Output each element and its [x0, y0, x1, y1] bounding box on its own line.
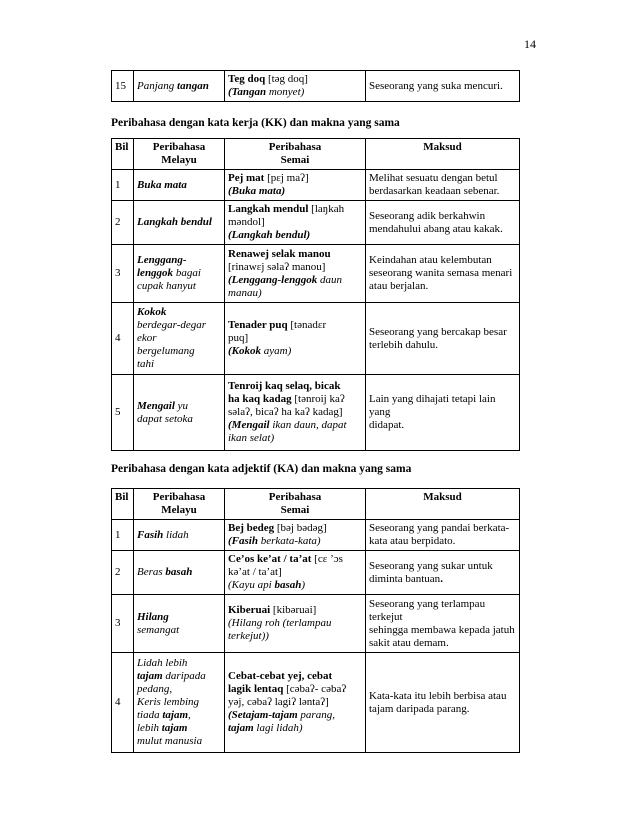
malay-proverb: Kokok berdegar-degar ekor bergelumang tahi — [134, 303, 225, 375]
table-row — [112, 595, 520, 653]
table-row — [112, 375, 520, 451]
header-meaning: Maksud — [366, 489, 520, 520]
table-row — [112, 653, 520, 753]
header-malay: Peribahasa Melayu — [134, 489, 225, 520]
table-row — [112, 245, 520, 303]
header-semai: Peribahasa Semai — [225, 489, 366, 520]
meaning: Melihat sesuatu dengan betul berdasarkan keadaan sebenar. — [366, 170, 520, 201]
meaning: Seseorang adik berkahwin mendahului abang atau kakak. — [366, 201, 520, 245]
table-row — [112, 71, 520, 102]
semai-proverb: Bej bedeg [bəj bədəg] (Fasih berkata-kata) — [225, 520, 366, 551]
meaning: Seseorang yang terlampau terkejut sehingga membawa kepada jatuh sakit atau demam. — [366, 595, 520, 653]
semai-proverb: Cebat-cebat yej, cebat lagik lentaq [cəbaʔ- cəbaʔ yəj, cəbaʔ lagiʔ ləntaʔ] (Setajam-tajam parang, tajam lagi lidah) — [225, 653, 366, 753]
malay-proverb: Hilang semangat — [134, 595, 225, 653]
header-row — [112, 489, 520, 520]
malay-proverb: Lenggang- lenggok bagai cupak hanyut — [134, 245, 225, 303]
row-number: 2 — [112, 551, 134, 595]
row-number: 2 — [112, 201, 134, 245]
semai-proverb: Kiberuai [kibəruai] (Hilang roh (terlampau terkejut)) — [225, 595, 366, 653]
row-number: 3 — [112, 595, 134, 653]
table-row — [112, 201, 520, 245]
meaning: Seseorang yang sukar untuk diminta bantuan. — [366, 551, 520, 595]
semai-proverb: Ce’os ke’at / ta’at [cɛ ’ɔs kə’at / ta’at] (Kayu api basah) — [225, 551, 366, 595]
row-number: 1 — [112, 520, 134, 551]
table-row — [112, 520, 520, 551]
malay-proverb: Lidah lebih tajam daripada pedang, Keris lembing tiada tajam, lebih tajam mulut manusia — [134, 653, 225, 753]
table-row — [112, 551, 520, 595]
meaning: Seseorang yang bercakap besar terlebih dahulu. — [366, 303, 520, 375]
header-semai: Peribahasa Semai — [225, 139, 366, 170]
meaning: Seseorang yang pandai berkata- kata atau berpidato. — [366, 520, 520, 551]
semai-proverb: Tenroij kaq selaq, bicak ha kaq kadag [tənroij kaʔ səlaʔ, bicaʔ ha kaʔ kadag] (Mengail ikan daun, dapat ikan selat) — [225, 375, 366, 451]
row-number: 5 — [112, 375, 134, 451]
header-bil: Bil — [112, 489, 134, 520]
semai-proverb: Tenader puq [tənadɛr puq] (Kokok ayam) — [225, 303, 366, 375]
meaning: Lain yang dihajati tetapi lain yang didapat. — [366, 375, 520, 451]
row-number: 4 — [112, 653, 134, 753]
malay-proverb: Panjang tangan — [134, 71, 225, 102]
malay-proverb: Mengail yu dapat setoka — [134, 375, 225, 451]
proverb-table-kk — [111, 138, 520, 451]
meaning: Seseorang yang suka mencuri. — [366, 71, 520, 102]
section-heading-kk: Peribahasa dengan kata kerja (KK) dan makna yang sama — [111, 117, 400, 129]
malay-proverb: Beras basah — [134, 551, 225, 595]
header-meaning: Maksud — [366, 139, 520, 170]
malay-proverb: Buka mata — [134, 170, 225, 201]
table-row — [112, 303, 520, 375]
row-number: 3 — [112, 245, 134, 303]
row-number: 15 — [112, 71, 134, 102]
semai-proverb: Langkah mendul [laŋkah məndol] (Langkah bendul) — [225, 201, 366, 245]
semai-proverb: Pej mat [pɛj maʔ] (Buka mata) — [225, 170, 366, 201]
semai-proverb: Renawej selak manou [rinawɛj səlaʔ manou] (Lenggang-lenggok daun manau) — [225, 245, 366, 303]
table-row — [112, 170, 520, 201]
header-malay: Peribahasa Melayu — [134, 139, 225, 170]
header-row — [112, 139, 520, 170]
meaning: Kata-kata itu lebih berbisa atau tajam daripada parang. — [366, 653, 520, 753]
semai-proverb: Teg doq [təg doq] (Tangan monyet) — [225, 71, 366, 102]
malay-proverb: Langkah bendul — [134, 201, 225, 245]
page-number: 14 — [524, 37, 536, 51]
proverb-table-ka — [111, 488, 520, 753]
header-bil: Bil — [112, 139, 134, 170]
malay-proverb: Fasih lidah — [134, 520, 225, 551]
row-number: 1 — [112, 170, 134, 201]
proverb-table-continued — [111, 70, 520, 102]
meaning: Keindahan atau kelembutan seseorang wanita semasa menari atau berjalan. — [366, 245, 520, 303]
section-heading-ka: Peribahasa dengan kata adjektif (KA) dan makna yang sama — [111, 463, 412, 475]
row-number: 4 — [112, 303, 134, 375]
